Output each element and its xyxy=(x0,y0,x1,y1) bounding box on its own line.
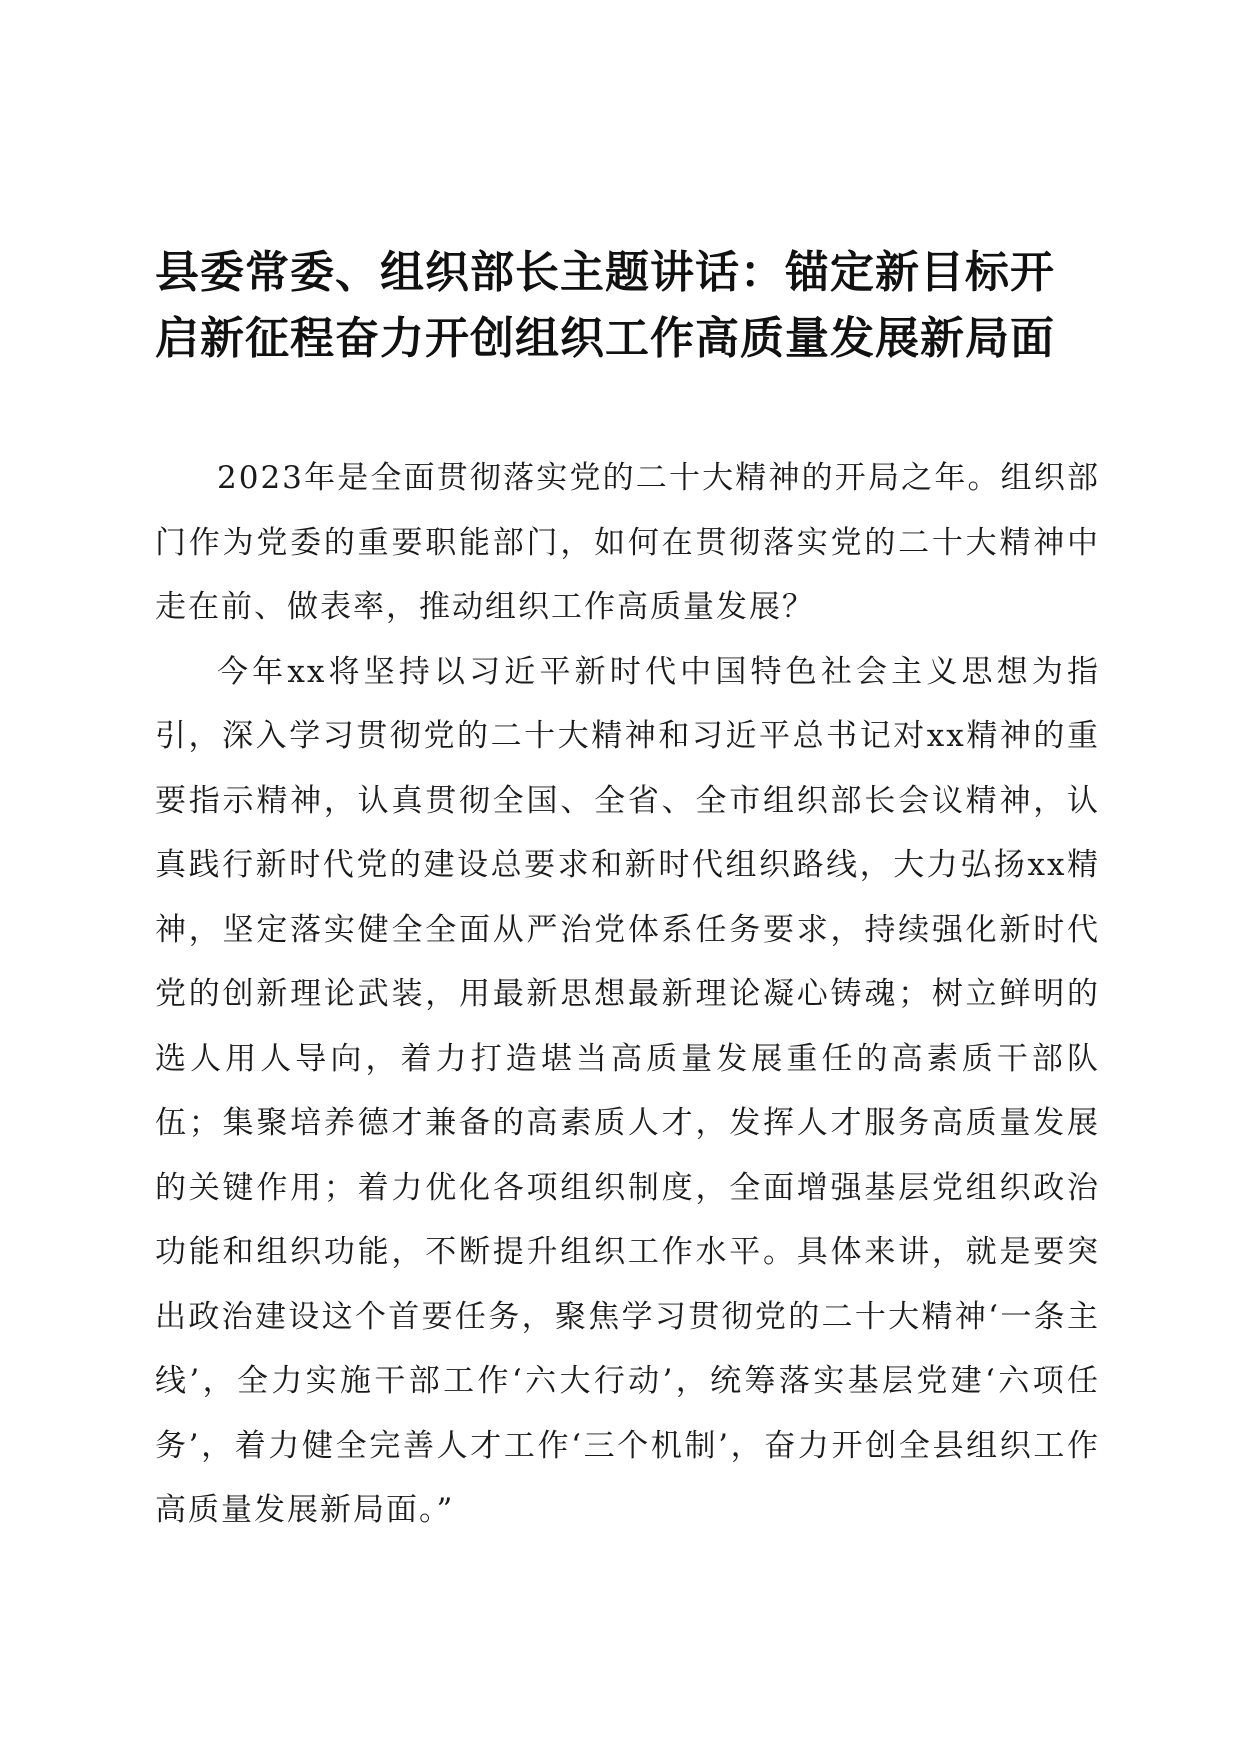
document-title xyxy=(155,240,1095,372)
paragraph-2: 今年xx将坚持以习近平新时代中国特色社会主义思想为指引，深入学习贯彻党的二十大精神和习近平总书记对xx精神的重要指示精神，认真贯彻全国、全省、全市组织部长会议精神，认真践行新时代党的建设总要求和新时代组织路线，大力弘扬xx精神，坚定落实健全全面从严治党体系任务要求，持续强化新时代党的创新理论武装，用最新思想最新理论凝心铸魂；树立鲜明的选人用人导向，着力打造堪当高质量发展重任的高素质干部队伍；集聚培养德才兼备的高素质人才，发挥人才服务高质量发展的关键作用；着力优化各项组织制度，全面增强基层党组织政治功能和组织功能，不断提升组织工作水平。具体来讲，就是要突出政治建设这个首要任务，聚焦学习贯彻党的二十大精神‘一条主线’，全力实施干部工作‘六大行动’，统筹落实基层党建‘六项任务’，着力健全完善人才工作‘三个机制’，奋力开创全县组织工作高质量发展新局面。” xyxy=(155,653,1100,1528)
paragraph-1: 2023年是全面贯彻落实党的二十大精神的开局之年。组织部门作为党委的重要职能部门，如何在贯彻落实党的二十大精神中走在前、做表率，推动组织工作高质量发展？ xyxy=(155,460,1100,625)
title-line-2: 启新征程奋力开创组织工作高质量发展新局面 xyxy=(155,313,1055,364)
title-line-1: 县委常委、组织部长主题讲话：锚定新目标开 xyxy=(155,247,1055,298)
document-body xyxy=(155,446,1100,1543)
